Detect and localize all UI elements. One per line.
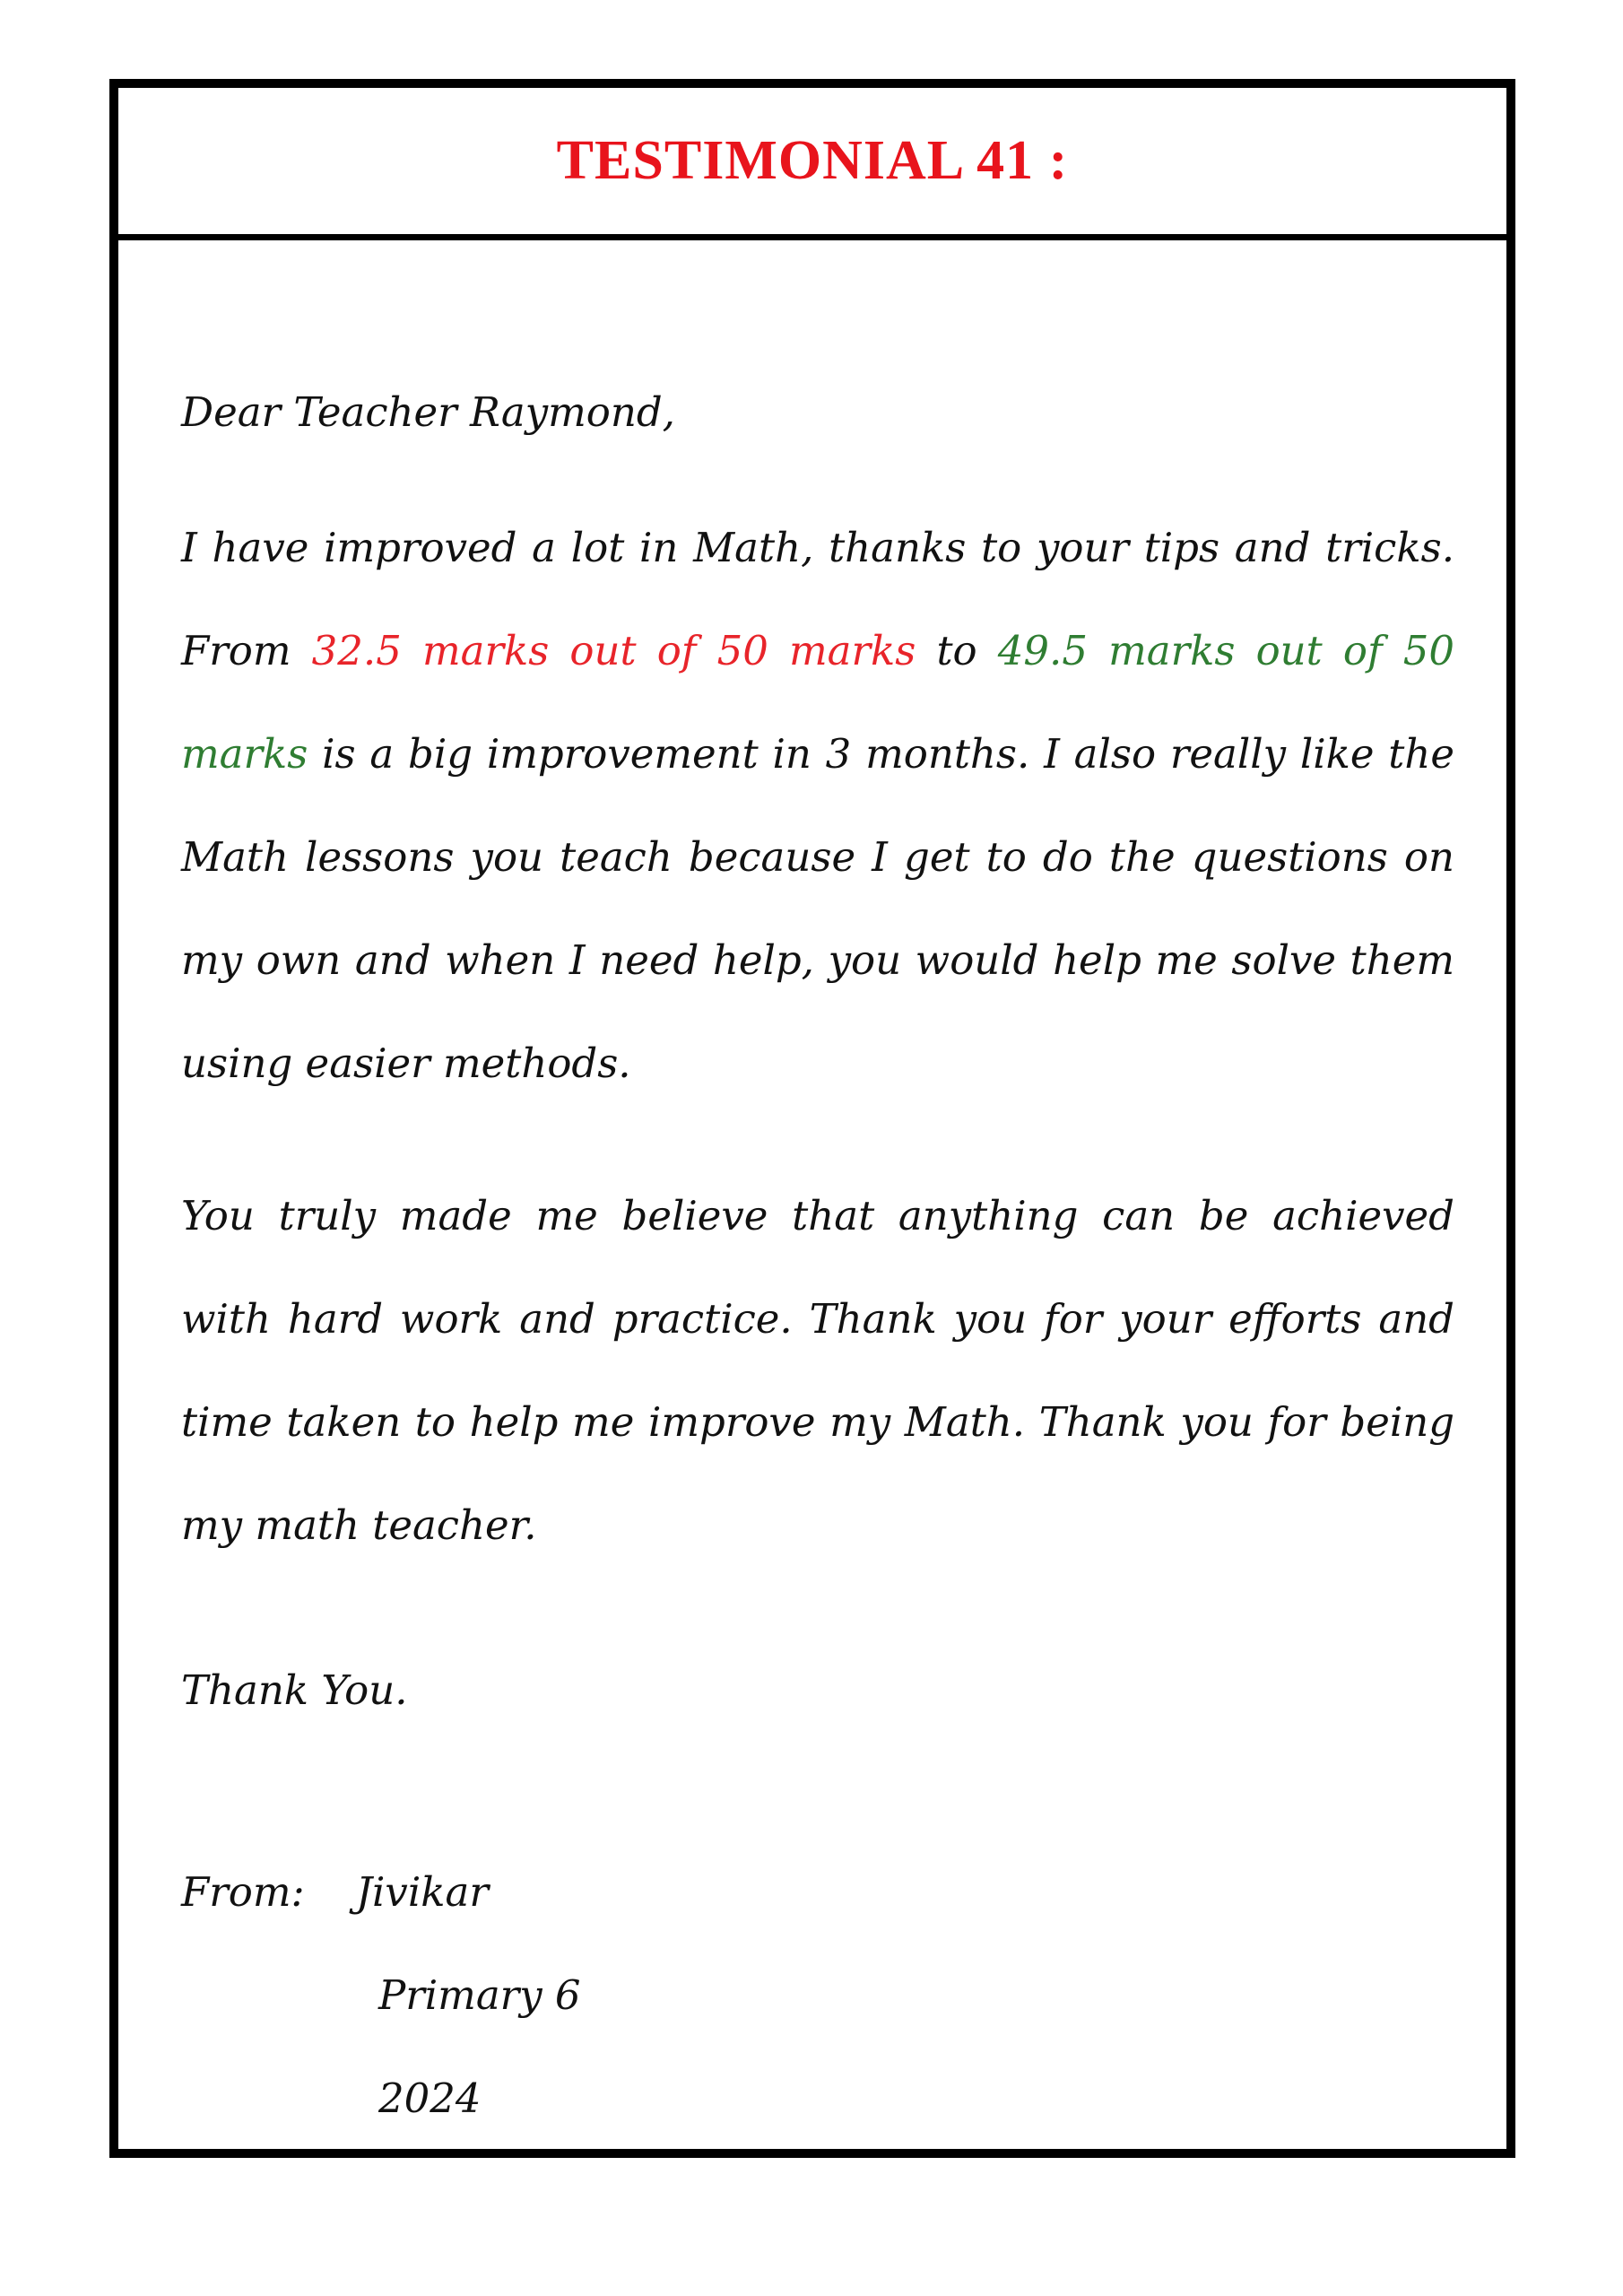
- paragraph-1-intro: I have improved a lot in Math, thanks to your tips and tricks. From: [181, 524, 1454, 674]
- paragraph-1-rest: is a big improvement in 3 months. I also really like the Math lessons you teach because I get to do the questions on my own and when I need help, you would help me solve them using easier methods.: [181, 730, 1454, 1087]
- page-title: TESTIMONIAL 41 :: [556, 130, 1069, 191]
- from-label: From:: [181, 1868, 305, 1916]
- letter-greeting: Dear Teacher Raymond,: [181, 388, 675, 436]
- testimonial-frame: [109, 79, 1515, 2158]
- sender-class: Primary 6: [378, 1971, 581, 2019]
- sender-year: 2024: [378, 2074, 482, 2122]
- paragraph-1-connector: to: [916, 627, 998, 674]
- after-score: 49.5 marks out of 50 marks: [181, 627, 1454, 778]
- letter-paragraph-1: [181, 496, 1454, 1115]
- sender-name: Jivikar: [356, 1868, 489, 1916]
- before-score: 32.5 marks out of 50 marks: [311, 627, 916, 674]
- title-bar: [118, 88, 1506, 240]
- letter-closing: Thank You.: [181, 1666, 408, 1714]
- letter-paragraph-2: You truly made me believe that anything can be achieved with hard work and practice. Thank you for your efforts and time taken to help me improve my Math. Thank you for being my math teacher.: [181, 1192, 1454, 1549]
